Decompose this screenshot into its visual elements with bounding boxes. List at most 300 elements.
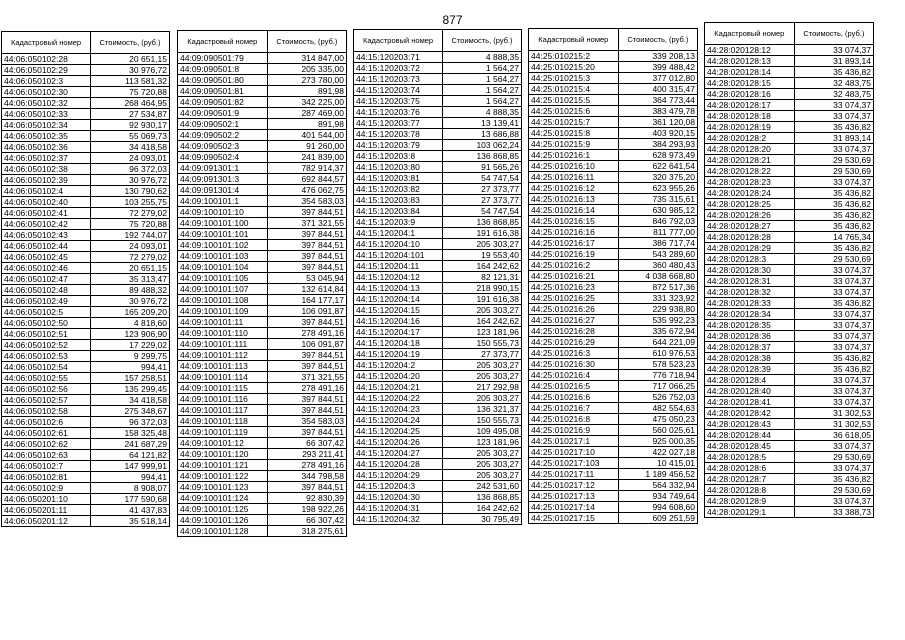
table-row: [2, 54, 170, 65]
cadastral-number-cell: 44:09:090502:2: [178, 130, 268, 141]
cadastral-number-cell: 44:15:120204:24: [354, 415, 443, 426]
cadastral-number-cell: 44:09:100101:119: [178, 427, 268, 438]
cadastral-cost-table: [1, 31, 170, 527]
cadastral-number-cell: 44:09:100101:108: [178, 295, 268, 306]
cadastral-number-cell: 44:15:120203:77: [354, 118, 443, 129]
cost-cell: 397 844,51: [267, 350, 346, 361]
header-cost: Стоимость, (руб.): [618, 29, 697, 51]
cadastral-number-cell: 44:09:100101:110: [178, 328, 268, 339]
cost-cell: 397 844,51: [267, 240, 346, 251]
table-row: [705, 331, 874, 342]
cadastral-number-cell: 44:25:010216:10: [529, 161, 619, 172]
cost-cell: 994,41: [91, 362, 170, 373]
table-row: [2, 318, 170, 329]
cadastral-number-cell: 44:15:120204:14: [354, 294, 443, 305]
cost-cell: 361 120,08: [618, 117, 697, 128]
cadastral-number-cell: 44:06:050102:47: [2, 274, 91, 285]
cadastral-number-cell: 44:15:120203:79: [354, 140, 443, 151]
cost-cell: 30 795,49: [443, 514, 522, 525]
cost-cell: 14 765,34: [794, 232, 873, 243]
table-row: [2, 76, 170, 87]
cost-cell: 354 583,03: [267, 196, 346, 207]
table-row: [529, 73, 698, 84]
cost-cell: 164 242,62: [443, 261, 522, 272]
cadastral-number-cell: 44:06:050102:35: [2, 131, 91, 142]
table-row: [178, 372, 347, 383]
cadastral-number-cell: 44:28:020128:12: [705, 45, 795, 56]
cadastral-number-cell: 44:28:020128:6: [705, 463, 795, 474]
cadastral-number-cell: 44:09:090502:4: [178, 152, 268, 163]
cadastral-number-cell: 44:28:020128:8: [705, 485, 795, 496]
table-row: [178, 64, 347, 75]
table-row: [354, 173, 522, 184]
table-header-row: [705, 23, 874, 45]
cost-cell: 364 773,44: [618, 95, 697, 106]
cadastral-number-cell: 44:25:010216:14: [529, 205, 619, 216]
cadastral-number-cell: 44:28:020128:42: [705, 408, 795, 419]
cadastral-number-cell: 44:15:120204:23: [354, 404, 443, 415]
cadastral-number-cell: 44:06:050102:45: [2, 252, 91, 263]
table-row: [529, 436, 698, 447]
table-row: [2, 164, 170, 175]
cadastral-number-cell: 44:09:100101:104: [178, 262, 268, 273]
cadastral-number-cell: 44:28:020128:9: [705, 496, 795, 507]
table-row: [705, 430, 874, 441]
cadastral-number-cell: 44:09:091301:3: [178, 174, 268, 185]
cadastral-number-cell: 44:25:010217:103: [529, 458, 619, 469]
cost-cell: 335 672,94: [618, 326, 697, 337]
table-row: [354, 162, 522, 173]
cost-cell: 91 260,00: [267, 141, 346, 152]
table-row: [529, 447, 698, 458]
table-row: [178, 493, 347, 504]
table-row: [529, 84, 698, 95]
cadastral-cost-table: [177, 30, 347, 537]
cost-cell: 106 091,87: [267, 339, 346, 350]
table-row: [354, 327, 522, 338]
cadastral-number-cell: 44:06:050102:53: [2, 351, 91, 362]
table-row: [705, 155, 874, 166]
cadastral-number-cell: 44:28:020128:36: [705, 331, 795, 342]
cost-cell: 35 436,82: [794, 221, 873, 232]
cadastral-number-cell: 44:06:050102:39: [2, 175, 91, 186]
table-row: [178, 53, 347, 64]
cadastral-number-cell: 44:06:050102:6: [2, 417, 91, 428]
table-row: [529, 326, 698, 337]
cadastral-number-cell: 44:15:120204:15: [354, 305, 443, 316]
table-row: [529, 502, 698, 513]
cost-cell: 9 299,75: [91, 351, 170, 362]
cadastral-number-cell: 44:25:010216:19: [529, 249, 619, 260]
table-row: [529, 480, 698, 491]
cadastral-number-cell: 44:15:120204:17: [354, 327, 443, 338]
table-row: [705, 474, 874, 485]
table-column-1: [1, 31, 170, 527]
table-row: [354, 206, 522, 217]
cost-cell: 33 074,37: [794, 441, 873, 452]
cost-cell: 776 718,94: [618, 370, 697, 381]
cost-cell: 422 027,18: [618, 447, 697, 458]
cadastral-number-cell: 44:09:091301:1: [178, 163, 268, 174]
table-row: [2, 516, 170, 527]
table-row: [529, 227, 698, 238]
cadastral-number-cell: 44:09:100101:100: [178, 218, 268, 229]
table-row: [529, 414, 698, 425]
cost-cell: 342 225,00: [267, 97, 346, 108]
table-row: [178, 86, 347, 97]
cadastral-number-cell: 44:06:050102:38: [2, 164, 91, 175]
table-row: [529, 425, 698, 436]
cadastral-number-cell: 44:28:020128:24: [705, 188, 795, 199]
table-row: [354, 151, 522, 162]
cadastral-number-cell: 44:06:050102:41: [2, 208, 91, 219]
cadastral-number-cell: 44:09:100101:111: [178, 339, 268, 350]
cadastral-number-cell: 44:25:010216:8: [529, 414, 619, 425]
cadastral-number-cell: 44:25:010216:13: [529, 194, 619, 205]
cadastral-number-cell: 44:25:010217:1: [529, 436, 619, 447]
table-row: [354, 140, 522, 151]
cost-cell: 13 139,41: [443, 118, 522, 129]
cost-cell: 29 530,69: [794, 155, 873, 166]
table-row: [354, 63, 522, 74]
table-row: [178, 185, 347, 196]
table-row: [354, 371, 522, 382]
cadastral-number-cell: 44:25:010216:28: [529, 326, 619, 337]
cost-cell: 543 289,60: [618, 249, 697, 260]
cost-cell: 20 651,15: [91, 54, 170, 65]
cadastral-number-cell: 44:25:010215:8: [529, 128, 619, 139]
cadastral-number-cell: 44:09:100101:123: [178, 482, 268, 493]
cost-cell: 397 844,51: [267, 207, 346, 218]
cost-cell: 475 050,23: [618, 414, 697, 425]
table-row: [178, 295, 347, 306]
cadastral-number-cell: 44:25:010216:4: [529, 370, 619, 381]
table-row: [705, 419, 874, 430]
table-row: [2, 120, 170, 131]
cadastral-number-cell: 44:09:100101:112: [178, 350, 268, 361]
cadastral-number-cell: 44:15:120204:20: [354, 371, 443, 382]
cost-cell: 33 074,37: [794, 496, 873, 507]
table-row: [705, 507, 874, 518]
cadastral-number-cell: 44:06:050201:10: [2, 494, 91, 505]
cadastral-number-cell: 44:25:010216:12: [529, 183, 619, 194]
cost-cell: 846 792,03: [618, 216, 697, 227]
cadastral-number-cell: 44:25:010216:21: [529, 271, 619, 282]
table-row: [354, 360, 522, 371]
cost-cell: 273 780,00: [267, 75, 346, 86]
cost-cell: 397 844,51: [267, 361, 346, 372]
cadastral-number-cell: 44:25:010216:26: [529, 304, 619, 315]
cost-cell: 535 992,23: [618, 315, 697, 326]
cadastral-number-cell: 44:09:100101:118: [178, 416, 268, 427]
table-row: [529, 403, 698, 414]
cadastral-number-cell: 44:25:010216:11: [529, 172, 619, 183]
cadastral-number-cell: 44:06:050102:29: [2, 65, 91, 76]
cost-cell: 31 302,53: [794, 408, 873, 419]
cadastral-number-cell: 44:06:050102:46: [2, 263, 91, 274]
cadastral-number-cell: 44:25:010217:12: [529, 480, 619, 491]
cost-cell: 35 436,82: [794, 298, 873, 309]
cadastral-number-cell: 44:28:020128:7: [705, 474, 795, 485]
cadastral-number-cell: 44:28:020128:21: [705, 155, 795, 166]
cadastral-number-cell: 44:06:050102:81: [2, 472, 91, 483]
cadastral-number-cell: 44:15:120204:16: [354, 316, 443, 327]
cadastral-number-cell: 44:09:090502:1: [178, 119, 268, 130]
table-row: [2, 87, 170, 98]
cadastral-number-cell: 44:09:100101:109: [178, 306, 268, 317]
table-row: [354, 448, 522, 459]
cadastral-number-cell: 44:06:050102:36: [2, 142, 91, 153]
table-row: [529, 315, 698, 326]
cadastral-number-cell: 44:28:020128:31: [705, 276, 795, 287]
cadastral-number-cell: 44:15:120204:29: [354, 470, 443, 481]
table-row: [178, 97, 347, 108]
cost-cell: 29 530,69: [794, 254, 873, 265]
cadastral-number-cell: 44:15:120203:71: [354, 52, 443, 63]
cadastral-number-cell: 44:15:120204:18: [354, 338, 443, 349]
cadastral-number-cell: 44:06:050102:57: [2, 395, 91, 406]
table-row: [705, 221, 874, 232]
cost-cell: 191 616,38: [443, 294, 522, 305]
table-row: [178, 328, 347, 339]
cost-cell: 35 436,82: [794, 122, 873, 133]
cost-cell: 135 299,45: [91, 384, 170, 395]
cost-cell: 35 436,82: [794, 199, 873, 210]
cost-cell: 891,98: [267, 119, 346, 130]
cadastral-number-cell: 44:15:120204:3: [354, 481, 443, 492]
cost-cell: 205 303,27: [443, 448, 522, 459]
cadastral-number-cell: 44:15:120204:2: [354, 360, 443, 371]
cost-cell: 397 844,51: [267, 427, 346, 438]
table-row: [354, 426, 522, 437]
table-row: [2, 175, 170, 186]
cost-cell: 1 189 456,52: [618, 469, 697, 480]
cost-cell: 35 436,82: [794, 243, 873, 254]
table-row: [178, 438, 347, 449]
table-row: [354, 437, 522, 448]
cadastral-number-cell: 44:15:120203:75: [354, 96, 443, 107]
table-header-row: [2, 32, 170, 54]
table-row: [178, 339, 347, 350]
table-header-row: [354, 30, 522, 52]
cadastral-number-cell: 44:28:020128:27: [705, 221, 795, 232]
table-row: [2, 439, 170, 450]
cost-cell: 242 531,60: [443, 481, 522, 492]
cadastral-number-cell: 44:15:120204:25: [354, 426, 443, 437]
table-row: [705, 188, 874, 199]
cadastral-number-cell: 44:06:050102:42: [2, 219, 91, 230]
cadastral-number-cell: 44:06:050102:9: [2, 483, 91, 494]
cadastral-number-cell: 44:28:020128:32: [705, 287, 795, 298]
cadastral-number-cell: 44:28:020128:19: [705, 122, 795, 133]
cost-cell: 482 554,63: [618, 403, 697, 414]
table-row: [178, 504, 347, 515]
cost-cell: 32 483,75: [794, 78, 873, 89]
cost-cell: 1 564,27: [443, 85, 522, 96]
table-row: [354, 338, 522, 349]
cadastral-number-cell: 44:28:020128:13: [705, 56, 795, 67]
cost-cell: 275 348,67: [91, 406, 170, 417]
cost-cell: 33 074,37: [794, 144, 873, 155]
cost-cell: 31 893,14: [794, 133, 873, 144]
table-column-3: [353, 29, 522, 525]
cost-cell: 717 066,25: [618, 381, 697, 392]
table-row: [529, 51, 698, 62]
table-row: [705, 122, 874, 133]
cadastral-number-cell: 44:28:020128:33: [705, 298, 795, 309]
header-cost: Стоимость, (руб.): [443, 30, 522, 52]
table-row: [529, 183, 698, 194]
cadastral-number-cell: 44:06:050102:5: [2, 307, 91, 318]
cost-cell: 4 038 668,80: [618, 271, 697, 282]
cost-cell: 30 976,72: [91, 65, 170, 76]
table-row: [705, 144, 874, 155]
cadastral-number-cell: 44:15:120203:84: [354, 206, 443, 217]
table-row: [2, 384, 170, 395]
cost-cell: 164 242,62: [443, 503, 522, 514]
cadastral-number-cell: 44:06:050102:43: [2, 230, 91, 241]
table-row: [2, 428, 170, 439]
cadastral-number-cell: 44:25:010216:30: [529, 359, 619, 370]
table-row: [529, 172, 698, 183]
table-row: [2, 494, 170, 505]
cadastral-number-cell: 44:06:050102:4: [2, 186, 91, 197]
cost-cell: 35 518,14: [91, 516, 170, 527]
cadastral-number-cell: 44:25:010216:25: [529, 293, 619, 304]
cost-cell: 377 012,80: [618, 73, 697, 84]
table-row: [529, 381, 698, 392]
cost-cell: 24 093,01: [91, 241, 170, 252]
table-row: [529, 348, 698, 359]
cost-cell: 293 211,41: [267, 449, 346, 460]
table-row: [705, 56, 874, 67]
cost-cell: 33 074,37: [794, 397, 873, 408]
table-row: [2, 505, 170, 516]
cadastral-number-cell: 44:25:010216:23: [529, 282, 619, 293]
cadastral-number-cell: 44:15:120204:22: [354, 393, 443, 404]
cost-cell: 278 491,16: [267, 328, 346, 339]
cadastral-number-cell: 44:28:020128:39: [705, 364, 795, 375]
cost-cell: 103 062,24: [443, 140, 522, 151]
table-row: [354, 514, 522, 525]
table-row: [2, 450, 170, 461]
cost-cell: 354 583,03: [267, 416, 346, 427]
cadastral-number-cell: 44:15:120204:1: [354, 228, 443, 239]
cadastral-number-cell: 44:25:010215:9: [529, 139, 619, 150]
table-row: [705, 133, 874, 144]
cadastral-number-cell: 44:15:120204:12: [354, 272, 443, 283]
cadastral-number-cell: 44:15:120204:21: [354, 382, 443, 393]
cost-cell: 628 973,49: [618, 150, 697, 161]
cadastral-number-cell: 44:15:120203:82: [354, 184, 443, 195]
cadastral-number-cell: 44:15:120204:11: [354, 261, 443, 272]
table-row: [705, 243, 874, 254]
table-row: [705, 45, 874, 56]
table-row: [354, 283, 522, 294]
table-row: [354, 481, 522, 492]
cost-cell: 994 608,60: [618, 502, 697, 513]
cost-cell: 331 323,92: [618, 293, 697, 304]
cost-cell: 891,98: [267, 86, 346, 97]
table-row: [178, 218, 347, 229]
cadastral-number-cell: 44:25:010215:20: [529, 62, 619, 73]
cost-cell: 33 074,37: [794, 342, 873, 353]
cost-cell: 136 868,85: [443, 492, 522, 503]
cadastral-number-cell: 44:15:120204:10: [354, 239, 443, 250]
cost-cell: 609 251,59: [618, 513, 697, 524]
cost-cell: 578 523,23: [618, 359, 697, 370]
table-row: [2, 285, 170, 296]
cost-cell: 41 437,83: [91, 505, 170, 516]
cadastral-number-cell: 44:28:020129:1: [705, 507, 795, 518]
cost-cell: 320 375,20: [618, 172, 697, 183]
table-row: [705, 342, 874, 353]
table-row: [2, 230, 170, 241]
cadastral-number-cell: 44:06:050102:61: [2, 428, 91, 439]
cadastral-cost-table: [353, 29, 522, 525]
table-row: [529, 282, 698, 293]
table-row: [178, 350, 347, 361]
table-row: [354, 294, 522, 305]
table-row: [178, 284, 347, 295]
cost-cell: 35 436,82: [794, 364, 873, 375]
cost-cell: 644 221,09: [618, 337, 697, 348]
cadastral-number-cell: 44:25:010215:5: [529, 95, 619, 106]
table-row: [2, 109, 170, 120]
table-row: [705, 496, 874, 507]
cadastral-number-cell: 44:06:050102:58: [2, 406, 91, 417]
table-row: [354, 52, 522, 63]
table-row: [2, 197, 170, 208]
cost-cell: 622 641,54: [618, 161, 697, 172]
cadastral-number-cell: 44:09:100101:116: [178, 394, 268, 405]
cadastral-number-cell: 44:28:020128:29: [705, 243, 795, 254]
table-row: [705, 408, 874, 419]
cost-cell: 934 749,64: [618, 491, 697, 502]
table-row: [2, 329, 170, 340]
table-row: [2, 351, 170, 362]
table-row: [529, 260, 698, 271]
cost-cell: 4 888,35: [443, 107, 522, 118]
cost-cell: 397 844,51: [267, 251, 346, 262]
table-row: [529, 337, 698, 348]
table-row: [2, 395, 170, 406]
table-row: [2, 406, 170, 417]
table-row: [529, 304, 698, 315]
cadastral-number-cell: 44:06:050102:51: [2, 329, 91, 340]
cost-cell: 397 844,51: [267, 482, 346, 493]
cost-cell: 399 488,42: [618, 62, 697, 73]
cost-cell: 339 208,13: [618, 51, 697, 62]
header-cadastral-number: Кадастровый номер: [178, 31, 268, 53]
cost-cell: 205 303,27: [443, 371, 522, 382]
table-row: [178, 130, 347, 141]
cadastral-number-cell: 44:06:050201:11: [2, 505, 91, 516]
cadastral-number-cell: 44:06:050102:37: [2, 153, 91, 164]
table-row: [529, 95, 698, 106]
cadastral-number-cell: 44:25:010215:7: [529, 117, 619, 128]
cadastral-number-cell: 44:25:010216:5: [529, 381, 619, 392]
cost-cell: 29 530,69: [794, 166, 873, 177]
cadastral-number-cell: 44:28:020128:4: [705, 375, 795, 386]
table-row: [354, 305, 522, 316]
cadastral-number-cell: 44:28:020128:23: [705, 177, 795, 188]
cadastral-number-cell: 44:09:100101:114: [178, 372, 268, 383]
table-row: [705, 210, 874, 221]
table-row: [178, 240, 347, 251]
cost-cell: 383 479,78: [618, 106, 697, 117]
cost-cell: 27 373,77: [443, 184, 522, 195]
